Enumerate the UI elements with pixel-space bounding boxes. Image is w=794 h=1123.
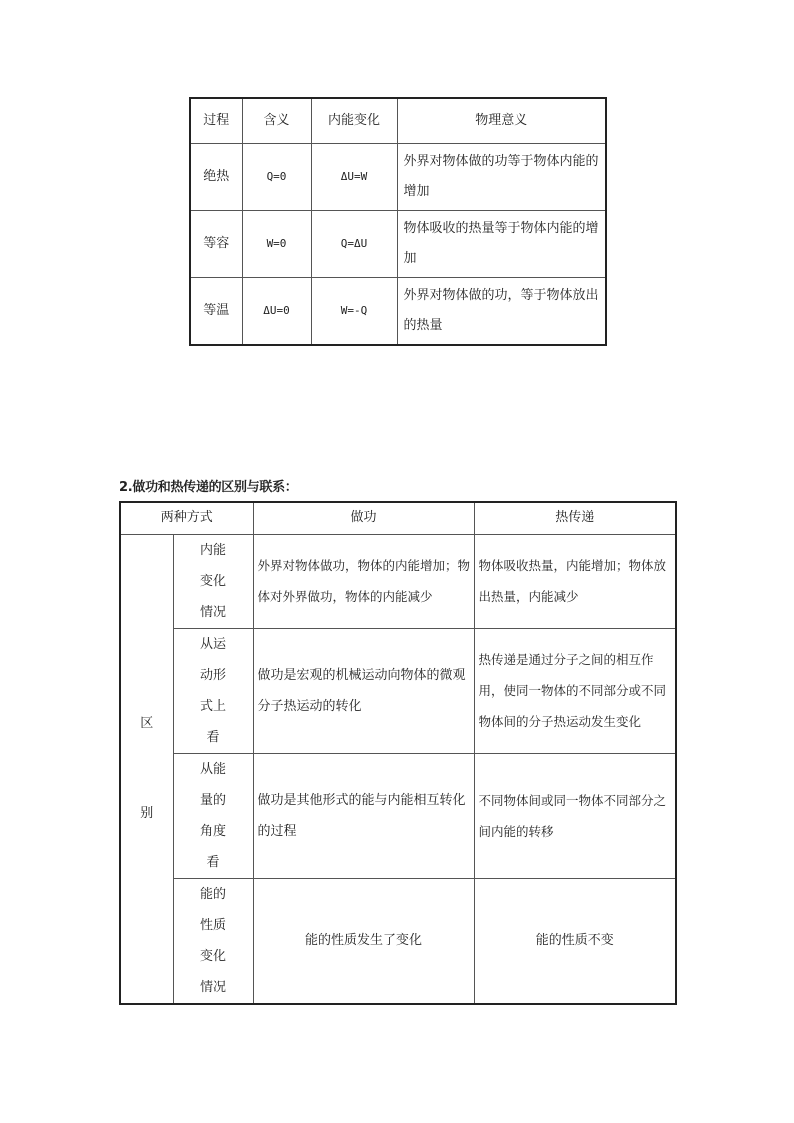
change-cell: ΔU=W <box>311 143 397 210</box>
work-cell: 能的性质发生了变化 <box>253 878 474 1004</box>
aspect-text: 内能变化情况 <box>199 542 226 620</box>
table-header-row <box>120 502 676 534</box>
table-header-row <box>190 98 606 143</box>
header-work: 做功 <box>253 502 474 534</box>
work-cell: 外界对物体做功，物体的内能增加；物体对外界做功，物体的内能减少 <box>253 534 474 628</box>
meaning-cell: Q=0 <box>242 143 311 210</box>
table-row <box>190 210 606 277</box>
significance-cell: 外界对物体做的功等于物体内能的增加 <box>397 143 606 210</box>
header-heat: 热传递 <box>474 502 676 534</box>
group-label-bottom: 别 <box>140 805 154 821</box>
table-row <box>120 878 676 1004</box>
header-significance: 物理意义 <box>397 98 606 143</box>
aspect-text: 能的性质变化情况 <box>199 886 226 995</box>
aspect-text: 从能量的角度看 <box>199 761 226 870</box>
process-cell: 绝热 <box>190 143 242 210</box>
significance-cell: 外界对物体做的功，等于物体放出的热量 <box>397 277 606 345</box>
comparison-table <box>119 501 677 1005</box>
work-cell: 做功是其他形式的能与内能相互转化的过程 <box>253 753 474 878</box>
heat-cell: 不同物体间或同一物体不同部分之间内能的转移 <box>474 753 676 878</box>
section-heading: 2.做功和热传递的区别与联系： <box>119 480 298 495</box>
group-label-spacer <box>121 739 173 799</box>
header-meaning: 含义 <box>242 98 311 143</box>
heat-cell: 能的性质不变 <box>474 878 676 1004</box>
table-row <box>190 277 606 345</box>
heat-cell: 物体吸收热量，内能增加；物体放出热量，内能减少 <box>474 534 676 628</box>
group-label-top: 区 <box>140 715 154 731</box>
header-process: 过程 <box>190 98 242 143</box>
significance-cell: 物体吸收的热量等于物体内能的增加 <box>397 210 606 277</box>
aspect-cell <box>173 534 253 628</box>
change-cell: W=-Q <box>311 277 397 345</box>
work-cell: 做功是宏观的机械运动向物体的微观分子热运动的转化 <box>253 628 474 753</box>
change-cell: Q=ΔU <box>311 210 397 277</box>
process-table <box>189 97 607 346</box>
process-cell: 等容 <box>190 210 242 277</box>
aspect-cell <box>173 753 253 878</box>
aspect-cell <box>173 878 253 1004</box>
group-label-cell <box>120 534 173 1004</box>
heat-cell: 热传递是通过分子之间的相互作用，使同一物体的不同部分或不同物体间的分子热运动发生变化 <box>474 628 676 753</box>
meaning-cell: ΔU=0 <box>242 277 311 345</box>
table-row <box>190 143 606 210</box>
process-cell: 等温 <box>190 277 242 345</box>
header-methods: 两种方式 <box>120 502 253 534</box>
aspect-text: 从运动形式上看 <box>199 636 226 745</box>
table-row <box>120 534 676 628</box>
meaning-cell: W=0 <box>242 210 311 277</box>
table-row <box>120 628 676 753</box>
table-row <box>120 753 676 878</box>
header-change: 内能变化 <box>311 98 397 143</box>
aspect-cell <box>173 628 253 753</box>
